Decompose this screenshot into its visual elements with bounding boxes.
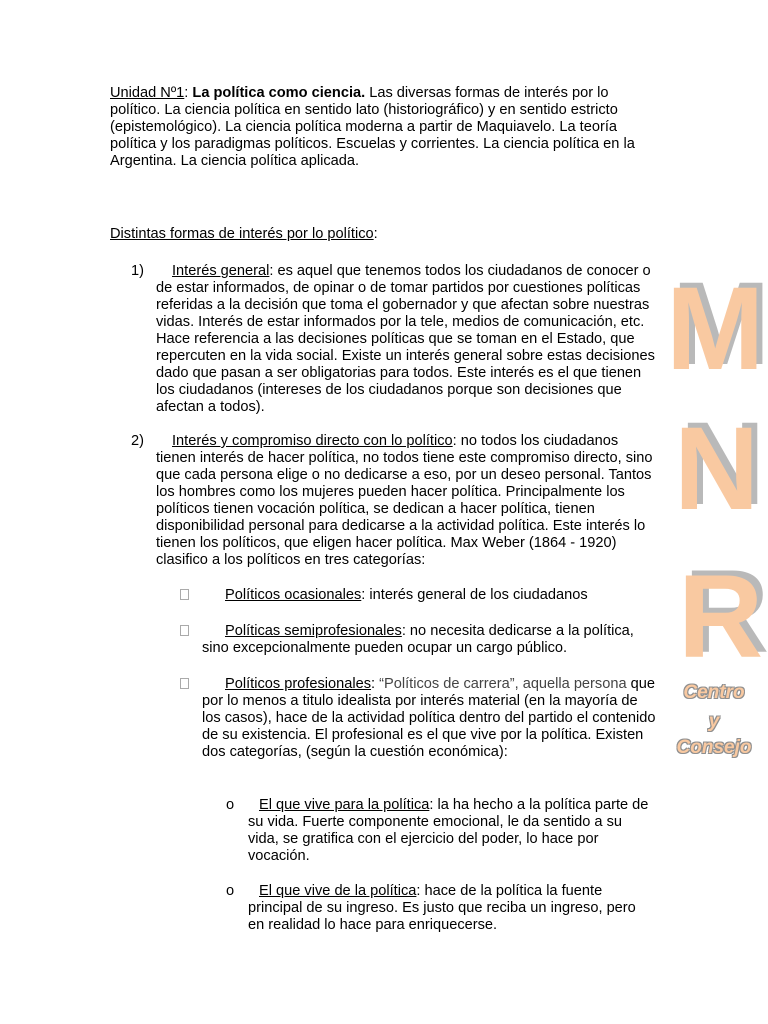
- numbered-item-2: [131, 433, 661, 569]
- bullet-colon: :: [371, 676, 376, 692]
- bullet-term: Políticos ocasionales: [225, 587, 362, 603]
- sub-bullet-marker: o: [226, 883, 235, 899]
- sub-bullet-item-1: [226, 797, 656, 865]
- item-term: Interés general: [172, 263, 270, 279]
- sub-bullet-body: [226, 797, 656, 865]
- sub-bullet-text: : la ha hecho a la política parte de su vida. Fuerte componente emocional, le da sentido a su vida, se gratifica con el ejercicio del poder, lo hace por vocación.: [248, 797, 649, 864]
- item-body: [131, 263, 661, 416]
- unit-description: Las diversas formas de interés por lo político. La ciencia política en sentido lato (historiográfico) y en sentido estricto (epistemológico). La ciencia política moderna a partir de Maquiavelo. La teoría política y los paradigmas políticos. Escuelas y corrientes. La ciencia política en la Argentina. La ciencia política aplicada.: [110, 85, 635, 169]
- unit-label: Unidad Nº1: [110, 85, 185, 101]
- item-number: 1): [131, 263, 144, 279]
- bullet-item-3: [180, 676, 660, 761]
- watermark-word-consejo: Consejo: [676, 737, 752, 758]
- bullet-text: : no necesita dedicarse a la política, sino excepcionalmente pueden ocupar un cargo público.: [202, 623, 634, 656]
- sub-bullet-marker: o: [226, 797, 235, 813]
- item-text: : es aquel que tenemos todos los ciudadanos de conocer o de estar informados, de opinar o de tomar partidos por cuestiones políticas referidas a la decisión que toma el gobernador y que afectan sobre nuestras vidas. Interés de estar informados por la tele, medios de comunicación, etc. Hace referencia a las decisiones políticas que se toman en el Estado, que repercuten en la vida social. Existe un interés general sobre estas decisiones dado que pasan a ser obligatorias para todos. Este interés es el que tienen los ciudadanos (intereses de los ciudadanos porque son decisiones que afectan a todos).: [156, 263, 655, 415]
- watermark-word-y: y: [708, 711, 720, 732]
- numbered-item-1: [131, 263, 661, 416]
- bullet-text: : interés general de los ciudadanos: [361, 587, 588, 603]
- sub-bullet-term: El que vive para la política: [259, 797, 430, 813]
- section-heading: [110, 226, 655, 243]
- sub-bullet-term: El que vive de la política: [259, 883, 417, 899]
- item-text: : no todos los ciudadanos tienen interés de hacer política, no todos tiene este compromiso directo, sino que cada persona elige o no dedicarse a eso, por un deseo personal. Tantos los hombres como los mujeres pueden hacer política. Principalmente los políticos tienen vocación política, se dedican a hacer política, tienen disponibilidad personal para dedicarse a la actividad política. Este interés lo tienen los políticos, que eligen hacer política. Max Weber (1864 - 1920) clasifico a los políticos en tres categorías:: [156, 433, 653, 568]
- bullet-quote: “Políticos de carrera”, aquella persona: [375, 676, 627, 692]
- bullet-text: que por lo menos a titulo idealista por interés material (en la mayoría de los casos), hace de la actividad política dentro del partido el contenido de su existencia. El profesional es el que vive por la política. Existen dos categorías, (según la cuestión económica):: [202, 676, 656, 760]
- item-number: 2): [131, 433, 144, 449]
- bullet-box-icon: [180, 625, 189, 636]
- sub-bullet-text: : hace de la política la fuente principal de su ingreso. Es justo que reciba un ingreso, pero en realidad lo hace para enriquecerse.: [248, 883, 636, 933]
- sub-bullet-item-2: [226, 883, 656, 934]
- bullet-body: [180, 623, 660, 657]
- watermark-letter-m: M: [666, 263, 765, 395]
- bullet-box-icon: [180, 678, 189, 689]
- bullet-box-icon: [180, 589, 189, 600]
- bullet-term: Políticos profesionales: [225, 676, 372, 692]
- unit-title: La política como ciencia.: [192, 85, 366, 101]
- bullet-body: [180, 587, 660, 604]
- sub-bullet-body: [226, 883, 656, 934]
- watermark-word-centro: Centro: [683, 682, 745, 703]
- item-term: Interés y compromiso directo con lo político: [172, 433, 453, 449]
- watermark-letter-r: R: [678, 551, 764, 683]
- unit-colon: :: [184, 85, 189, 101]
- mnr-watermark-logo: [660, 260, 768, 760]
- unit-intro-paragraph: [110, 85, 655, 170]
- bullet-term: Políticas semiprofesionales: [225, 623, 402, 639]
- bullet-item-1: [180, 587, 660, 604]
- bullet-body: [180, 676, 660, 761]
- item-body: [131, 433, 661, 569]
- section-heading-colon: :: [373, 226, 378, 242]
- bullet-item-2: [180, 623, 660, 657]
- watermark-letter-n: N: [674, 403, 760, 535]
- section-heading-text: Distintas formas de interés por lo político: [110, 226, 374, 242]
